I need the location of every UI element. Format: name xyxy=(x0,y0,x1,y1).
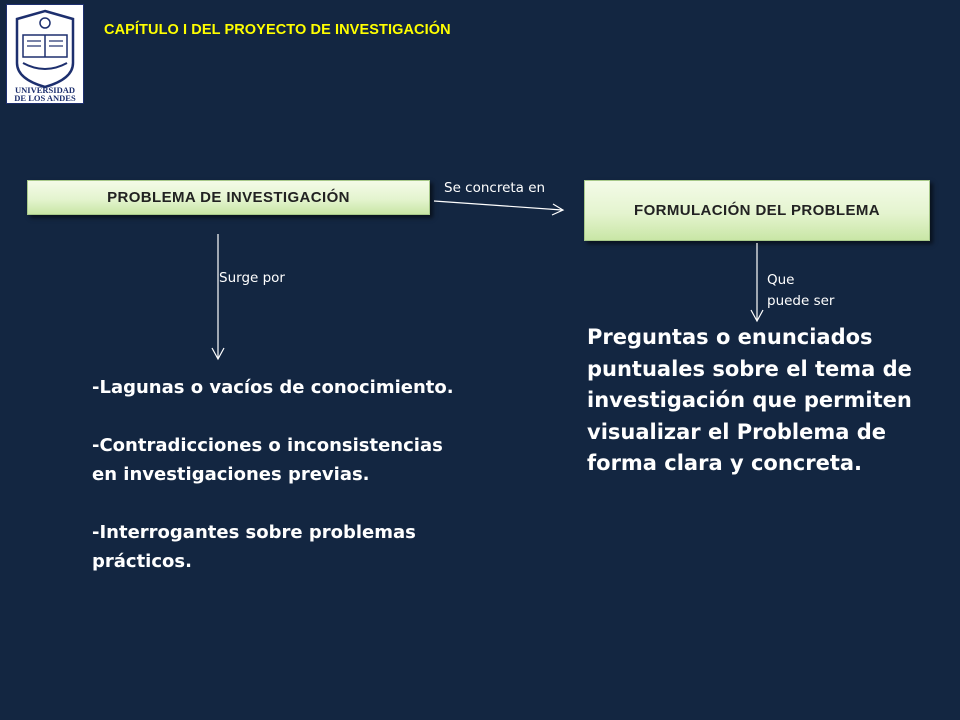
sources-list xyxy=(92,373,472,605)
connector-label-que-puede-ser xyxy=(767,270,835,312)
formulacion-label: FORMULACIÓN DEL PROBLEMA xyxy=(634,201,880,219)
source-item: -Interrogantes sobre problemas prácticos. xyxy=(92,522,416,572)
logo-text-line1: UNIVERSIDAD xyxy=(15,85,75,95)
connector-label-que: Que xyxy=(767,272,795,288)
connector-label-surge-por: Surge por xyxy=(219,270,285,286)
formulation-statement: Preguntas o enunciados puntuales sobre el tema de investigación que permiten visualizar el Problema de forma clara y concreta. xyxy=(587,325,912,475)
problema-label: PROBLEMA DE INVESTIGACIÓN xyxy=(107,188,350,206)
logo-text-line2: DE LOS ANDES xyxy=(14,93,76,103)
connector-label-se-concreta: Se concreta en xyxy=(444,180,546,196)
source-item: -Contradicciones o inconsistencias en investigaciones previas. xyxy=(92,435,443,485)
chapter-title: CAPÍTULO I DEL PROYECTO DE INVESTIGACIÓN xyxy=(104,22,451,38)
connector-label-puede-ser: puede ser xyxy=(767,293,835,309)
source-item: -Lagunas o vacíos de conocimiento. xyxy=(92,377,454,398)
arrow-se-concreta xyxy=(434,201,562,210)
